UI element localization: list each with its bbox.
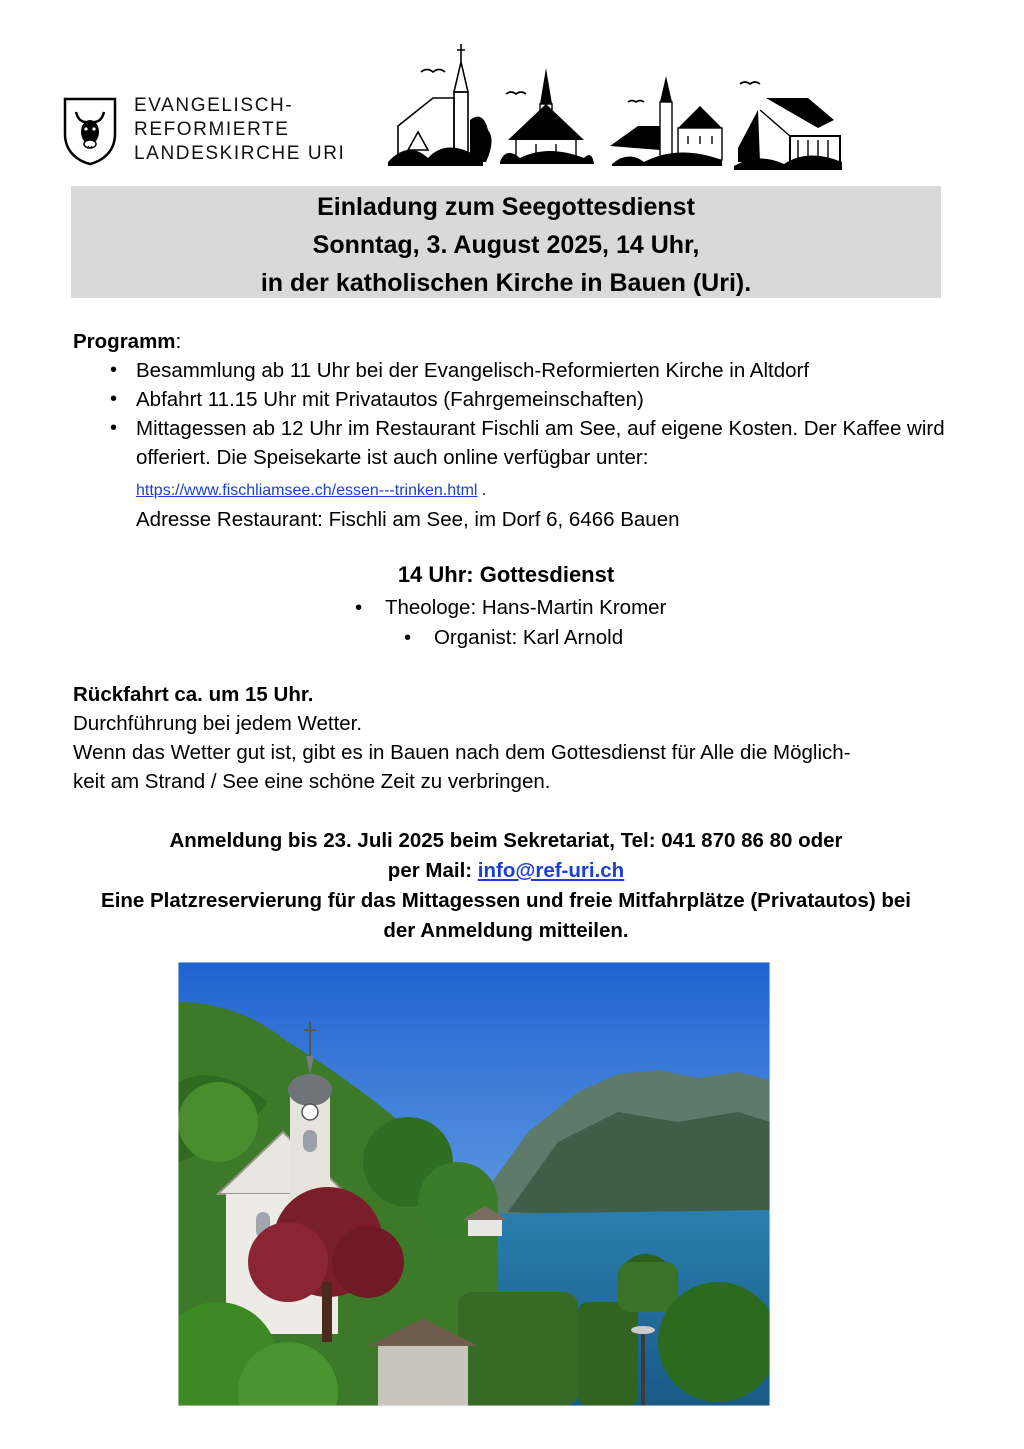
- registration-line: der Anmeldung mitteilen.: [383, 919, 629, 942]
- return-line: Durchführung bei jedem Wetter.: [73, 712, 363, 735]
- program-heading: [73, 327, 181, 356]
- return-line: keit am Strand / See eine schöne Zeit zu verbringen.: [73, 770, 551, 793]
- email-link[interactable]: info@ref-uri.ch: [477, 859, 625, 882]
- return-heading: Rückfahrt ca. um 15 Uhr.: [73, 683, 314, 706]
- program-item-text: Besammlung ab 11 Uhr bei der Evangelisch-Reformierten Kirche in Altdorf: [136, 359, 810, 382]
- registration-line: Anmeldung bis 23. Juli 2025 beim Sekretariat, Tel: 041 870 86 80 oder: [169, 829, 843, 852]
- registration-info: [0, 826, 1012, 946]
- org-name: [134, 94, 345, 166]
- church-lake-photo: [178, 962, 770, 1406]
- title-line: in der katholischen Kirche in Bauen (Uri).: [260, 269, 752, 297]
- program-heading-label: Programm: [73, 330, 176, 353]
- list-item: [110, 385, 960, 414]
- return-line: Wenn das Wetter gut ist, gibt es in Bauen nach dem Gottesdienst für Alle die Möglich-: [73, 741, 851, 764]
- mail-prefix: per Mail:: [387, 859, 478, 882]
- service-heading: 14 Uhr: Gottesdienst: [397, 562, 615, 587]
- menu-link-suffix: .: [477, 482, 487, 499]
- list-item: [110, 414, 960, 534]
- list-item: [110, 356, 960, 385]
- bull-shield-logo-icon: [62, 96, 118, 166]
- organist-text: Organist: Karl Arnold: [433, 626, 624, 649]
- registration-line: [0, 856, 1012, 886]
- program-list: [110, 356, 960, 534]
- program-item-text: Mittagessen ab 12 Uhr im Restaurant Fischli am See, auf eigene Kosten. Der Kaffee wird offeriert. Die Speisekarte ist auch online verfügbar unter:: [136, 417, 945, 469]
- org-name-line: LANDESKIRCHE URI: [134, 143, 346, 164]
- menu-link[interactable]: https://www.fischliamsee.ch/essen---trinken.html: [136, 482, 478, 499]
- org-name-line: EVANGELISCH-: [134, 95, 294, 116]
- list-item: • Organist: Karl Arnold: [404, 626, 624, 649]
- org-name-line: REFORMIERTE: [134, 119, 290, 140]
- restaurant-address: Adresse Restaurant: Fischli am See, im Dorf 6, 6466 Bauen: [136, 508, 680, 531]
- church-sketches-illustration: [388, 40, 843, 170]
- registration-line: Eine Platzreservierung für das Mittagessen und freie Mitfahrplätze (Privatautos) bei: [101, 889, 911, 912]
- program-item-text: Abfahrt 11.15 Uhr mit Privatautos (Fahrgemeinschaften): [136, 388, 644, 411]
- title-line: Sonntag, 3. August 2025, 14 Uhr,: [312, 231, 700, 259]
- title-banner: [71, 186, 941, 298]
- theologian-text: Theologe: Hans-Martin Kromer: [384, 596, 667, 619]
- program-heading-colon: :: [175, 330, 182, 353]
- return-info: [73, 680, 953, 796]
- title-line: Einladung zum Seegottesdienst: [317, 193, 695, 221]
- list-item: • Theologe: Hans-Martin Kromer: [355, 596, 667, 619]
